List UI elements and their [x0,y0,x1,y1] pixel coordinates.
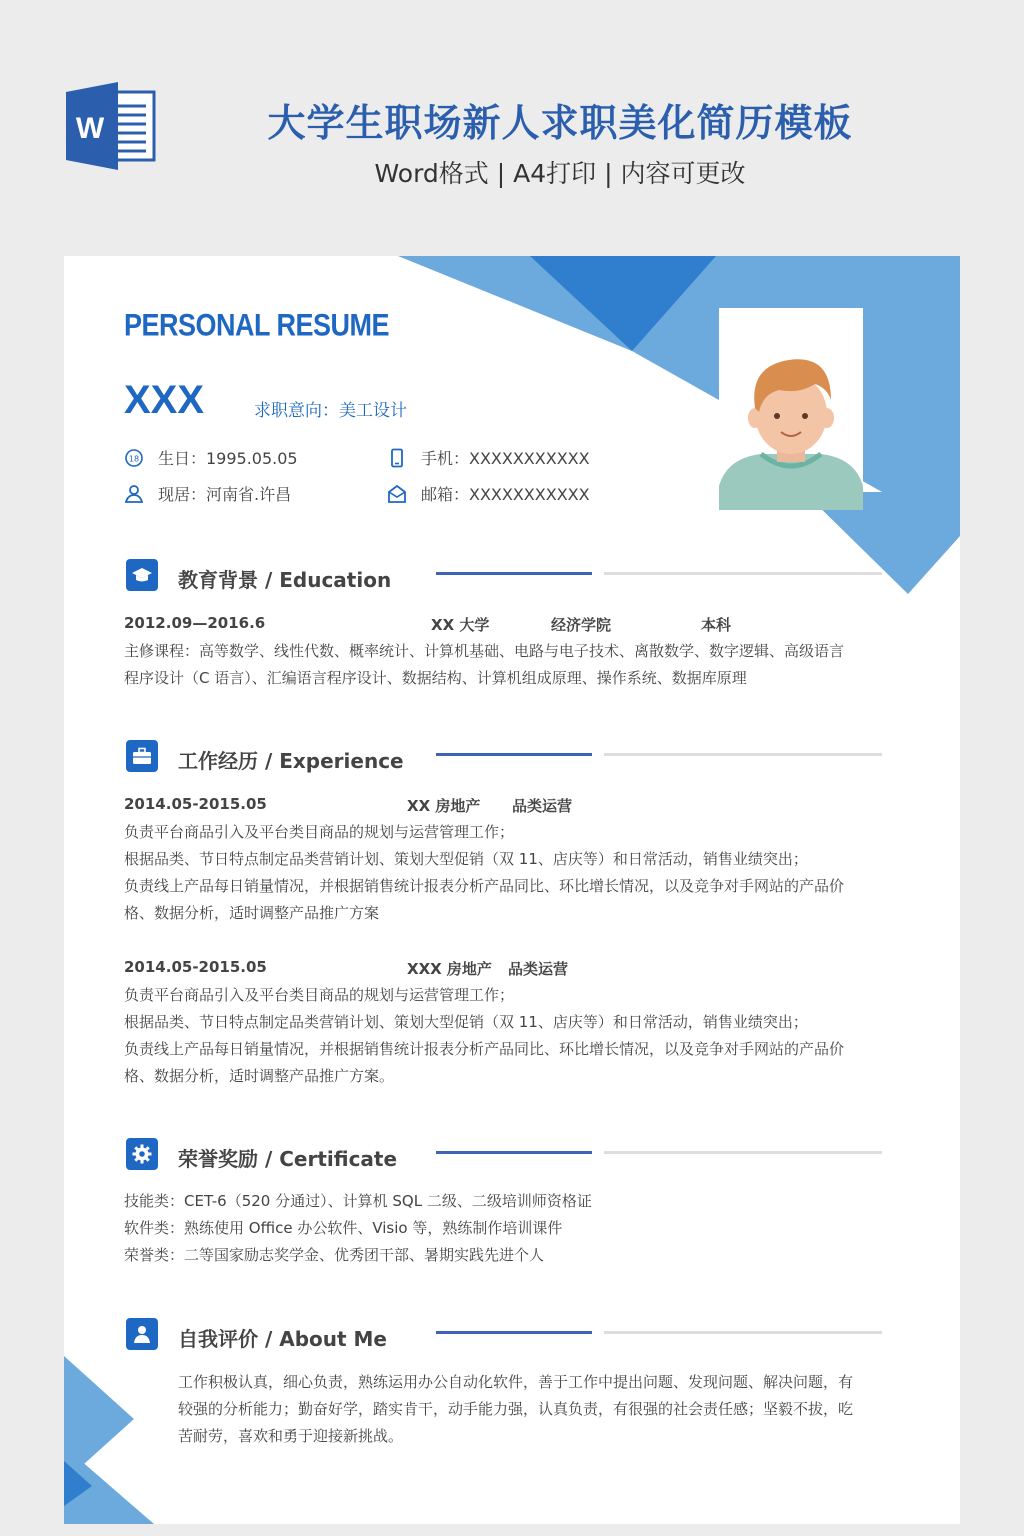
certificate-line: 荣誉类：二等国家励志奖学金、优秀团干部、暑期实践先进个人 [124,1246,545,1264]
page-title: 大学生职场新人求职美化简历模板 [267,101,853,145]
job-description-line: 负责平台商品引入及平台类目商品的规划与运营管理工作； [124,986,515,1004]
job-description-line: 格、数据分析，适时调整产品推广方案。 [124,1067,395,1085]
education-course-line: 主修课程：高等数学、线性代数、概率统计、计算机基础、电路与电子技术、离散数学、数字逻辑、高级语言 [124,642,845,660]
resume-paper [64,256,960,1524]
about-section-title: 自我评价 / About Me [178,1327,387,1351]
location-person-icon [124,484,144,504]
page-subtitle: Word格式 | A4打印 | 内容可更改 [374,159,746,188]
user-icon [131,1323,153,1345]
mail-icon [387,484,407,504]
education-college: 经济学院 [551,616,612,634]
job-description-line: 根据品类、节日特点制定品类营销计划、策划大型促销（双 11、店庆等）和日常活动，销售业绩突出； [124,1013,808,1031]
job-role: 品类运营 [508,960,569,978]
graduation-cap-icon [131,564,153,586]
birthday-text: 生日：1995.05.05 [158,449,298,468]
education-divider [604,572,882,575]
phone-icon [387,448,407,468]
experience-section-title: 工作经历 / Experience [178,749,404,773]
about-line: 工作积极认真，细心负责，熟练运用办公自动化软件，善于工作中提出问题、发现问题、解决问题，有 [178,1373,854,1391]
svg-text:18: 18 [128,454,140,463]
briefcase-icon [131,745,153,767]
avatar-photo [719,308,863,510]
experience-section-icon [126,740,158,772]
about-section-icon [126,1318,158,1350]
phone-text: 手机：XXXXXXXXXXX [421,449,590,468]
certificate-line: 软件类：熟练使用 Office 办公软件、Visio 等，熟练制作培训课件 [124,1219,563,1237]
education-divider-accent [436,572,592,575]
email-info [387,482,590,505]
education-period: 2012.09—2016.6 [124,614,266,632]
education-degree: 本科 [701,616,732,634]
job-company: XX 房地产 [407,797,481,815]
education-section-icon [126,559,158,591]
about-line: 较强的分析能力；勤奋好学，踏实肯干，动手能力强，认真负责，有很强的社会责任感；坚毅不拔，吃 [178,1400,854,1418]
about-divider [604,1331,882,1334]
job-description-line: 根据品类、节日特点制定品类营销计划、策划大型促销（双 11、店庆等）和日常活动，销售业绩突出； [124,850,808,868]
job-period: 2014.05-2015.05 [124,958,267,976]
svg-text:W: W [75,112,105,145]
certificate-section-icon [126,1138,158,1170]
job-role: 品类运营 [512,797,573,815]
certificate-section-title: 荣誉奖励 / Certificate [178,1147,398,1171]
job-description-line: 格、数据分析，适时调整产品推广方案 [124,904,380,922]
certificate-divider [604,1151,882,1154]
resume-heading: PERSONAL RESUME [124,308,390,343]
email-text: 邮箱：XXXXXXXXXXX [421,485,590,504]
education-section-title: 教育背景 / Education [178,568,392,592]
job-description-line: 负责线上产品每日销量情况，并根据销售统计报表分析产品同比、环比增长情况，以及竞争对手网站的产品价 [124,1040,845,1058]
word-document-icon [66,82,158,170]
residence-text: 现居：河南省.许昌 [158,485,292,504]
experience-divider-accent [436,753,592,756]
residence-info [124,482,291,505]
job-intent: 求职意向：美工设计 [254,401,407,421]
certificate-divider-accent [436,1151,592,1154]
job-description-line: 负责平台商品引入及平台类目商品的规划与运营管理工作； [124,823,515,841]
about-divider-accent [436,1331,592,1334]
birthday-info [124,446,298,469]
job-period: 2014.05-2015.05 [124,795,267,813]
education-school: XX 大学 [431,616,490,634]
phone-info [387,446,590,469]
candidate-name: XXX [124,378,205,422]
about-line: 苦耐劳，喜欢和勇于迎接新挑战。 [178,1427,404,1445]
gear-icon [131,1143,153,1165]
birthday-18-icon [124,448,144,468]
certificate-line: 技能类：CET-6（520 分通过）、计算机 SQL 二级、二级培训师资格证 [124,1192,592,1210]
education-course-line: 程序设计（C 语言）、汇编语言程序设计、数据结构、计算机组成原理、操作系统、数据库原理 [124,669,747,687]
job-company: XXX 房地产 [407,960,492,978]
job-description-line: 负责线上产品每日销量情况，并根据销售统计报表分析产品同比、环比增长情况，以及竞争对手网站的产品价 [124,877,845,895]
experience-divider [604,753,882,756]
